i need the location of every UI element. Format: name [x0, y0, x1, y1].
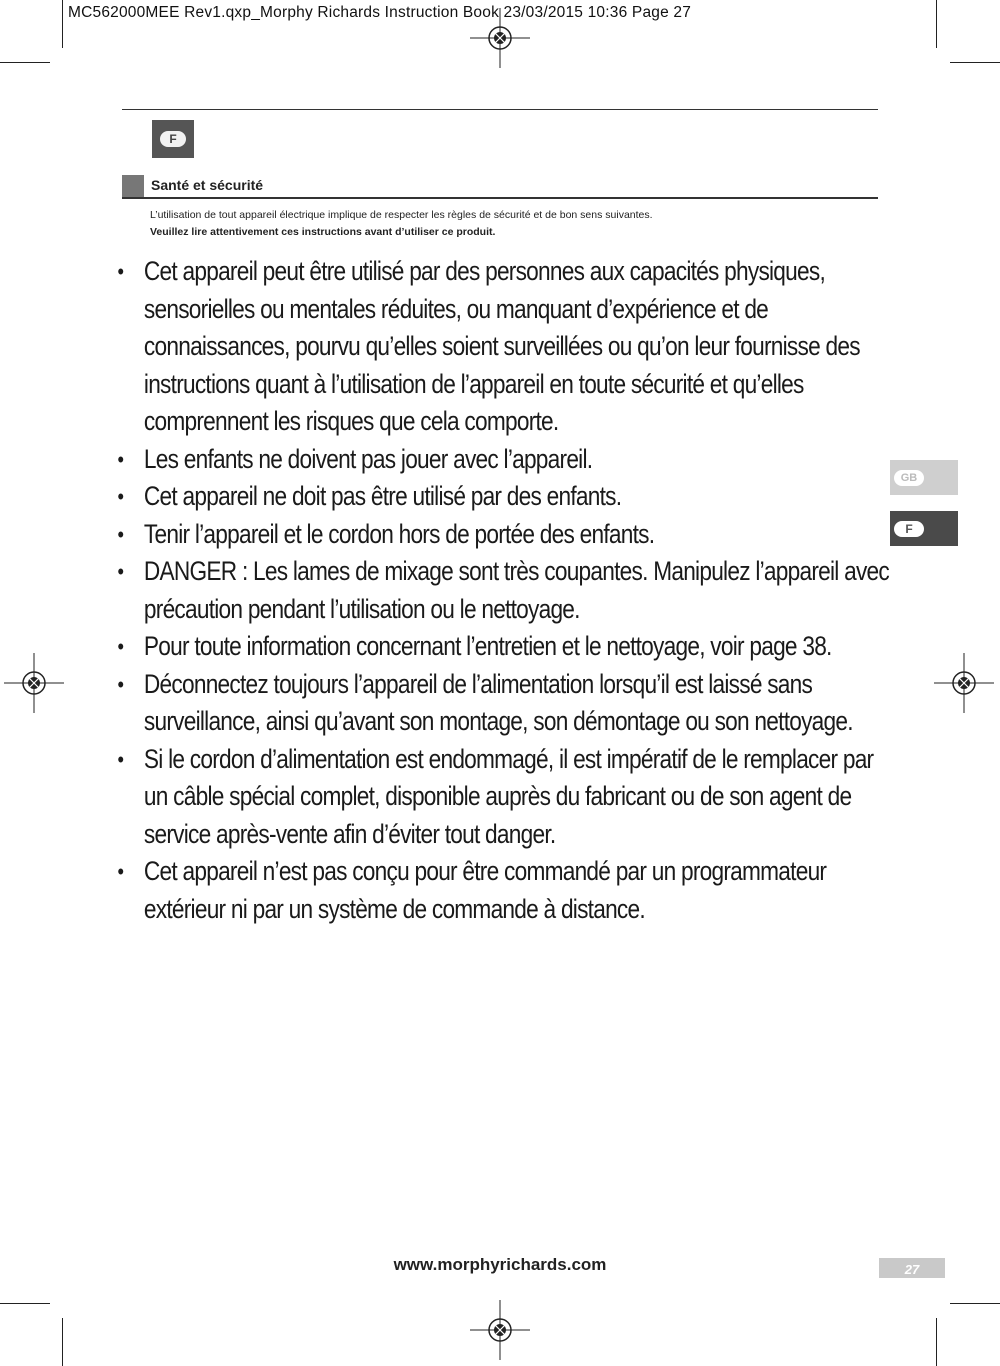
list-item-text: Pour toute information concernant l’entretien et le nettoyage, voir page 38. — [143, 631, 832, 661]
bullet-icon: • — [117, 671, 124, 697]
intro-warning-line: Veuillez lire attentivement ces instructions avant d’utiliser ce produit. — [150, 226, 496, 238]
registration-mark-top-icon — [470, 8, 530, 68]
website-url: www.morphyrichards.com — [393, 1255, 607, 1274]
list-item-text: Tenir l’appareil et le cordon hors de portée des enfants. — [143, 518, 655, 549]
list-item-text: DANGER : Les lames de mixage sont très coupantes. Manipulez l’appareil avec précaution pendant l’utilisation ou le nettoyage. — [143, 556, 889, 624]
bullet-icon: • — [117, 484, 124, 509]
language-badge-box — [152, 120, 194, 158]
list-item — [112, 478, 892, 516]
tab-language-gb[interactable] — [890, 460, 958, 495]
bullet-icon: • — [117, 746, 124, 772]
section-marker — [122, 175, 144, 197]
tab-language-f-label: F — [894, 521, 924, 537]
tab-language-f[interactable] — [890, 511, 958, 546]
crop-mark-bottom-right-v — [936, 1318, 937, 1366]
registration-mark-right-icon — [934, 653, 994, 713]
print-slug-line: MC562000MEE Rev1.qxp_Morphy Richards Instruction Book 23/03/2015 10:36 Page 27 — [68, 4, 692, 21]
safety-bullet-list — [112, 253, 889, 928]
crop-mark-top-right-v — [936, 0, 937, 48]
list-item — [112, 253, 892, 441]
page-number: 27 — [879, 1258, 945, 1278]
list-item-text: Déconnectez toujours l’appareil de l’alimentation lorsqu’il est laissé sans surveillance, ainsi qu’avant son montage, son démontage ou son nettoyage. — [143, 668, 853, 736]
bullet-icon: • — [117, 859, 124, 884]
crop-mark-top-left-v — [62, 0, 63, 48]
list-item — [112, 666, 892, 741]
bullet-icon: • — [117, 559, 124, 584]
registration-mark-left-icon — [4, 653, 64, 713]
list-item — [112, 628, 892, 666]
list-item — [112, 516, 892, 554]
bullet-icon: • — [117, 521, 124, 547]
list-item-text: Les enfants ne doivent pas jouer avec l’appareil. — [143, 443, 593, 474]
registration-mark-bottom-icon — [470, 1300, 530, 1360]
language-badge: F — [160, 131, 186, 147]
list-item-text: Cet appareil n’est pas conçu pour être commandé par un programmateur extérieur ni par un système de commande à distance. — [143, 856, 827, 924]
list-item-text: Cet appareil peut être utilisé par des personnes aux capacités physiques, sensorielles ou mentales réduites, ou manquant d’expérience et de connaissances, pourvu qu’elles soient surveillées ou qu’on leur fournisse des instructions quant à l’utilisation de l’appareil en toute sécurité et qu’elles comprennent les risques que cela comporte. — [143, 256, 860, 436]
crop-mark-bottom-right-h — [950, 1303, 1000, 1304]
tab-language-gb-label: GB — [894, 470, 924, 486]
bullet-icon: • — [117, 634, 124, 659]
crop-mark-bottom-left-v — [62, 1318, 63, 1366]
list-item — [112, 853, 892, 928]
list-item — [112, 741, 892, 854]
bullet-icon: • — [117, 446, 124, 472]
list-item-text: Cet appareil ne doit pas être utilisé par des enfants. — [143, 481, 622, 511]
intro-line: L’utilisation de tout appareil électrique implique de respecter les règles de sécurité et de bon sens suivantes. — [150, 209, 653, 221]
crop-mark-top-right-h — [950, 62, 1000, 63]
header-rule — [122, 109, 878, 110]
crop-mark-top-left-h — [0, 62, 50, 63]
section-title: Santé et sécurité — [151, 177, 264, 193]
section-header — [122, 175, 878, 199]
list-item-text: Si le cordon d’alimentation est endommagé, il est impératif de le remplacer par un câble spécial complet, disponible auprès du fabricant ou de son agent de service après-vente afin d’éviter tout danger. — [143, 743, 874, 849]
list-item — [112, 553, 892, 628]
list-item — [112, 441, 892, 479]
section-intro — [150, 207, 850, 241]
crop-mark-bottom-left-h — [0, 1303, 50, 1304]
bullet-icon: • — [117, 259, 124, 284]
